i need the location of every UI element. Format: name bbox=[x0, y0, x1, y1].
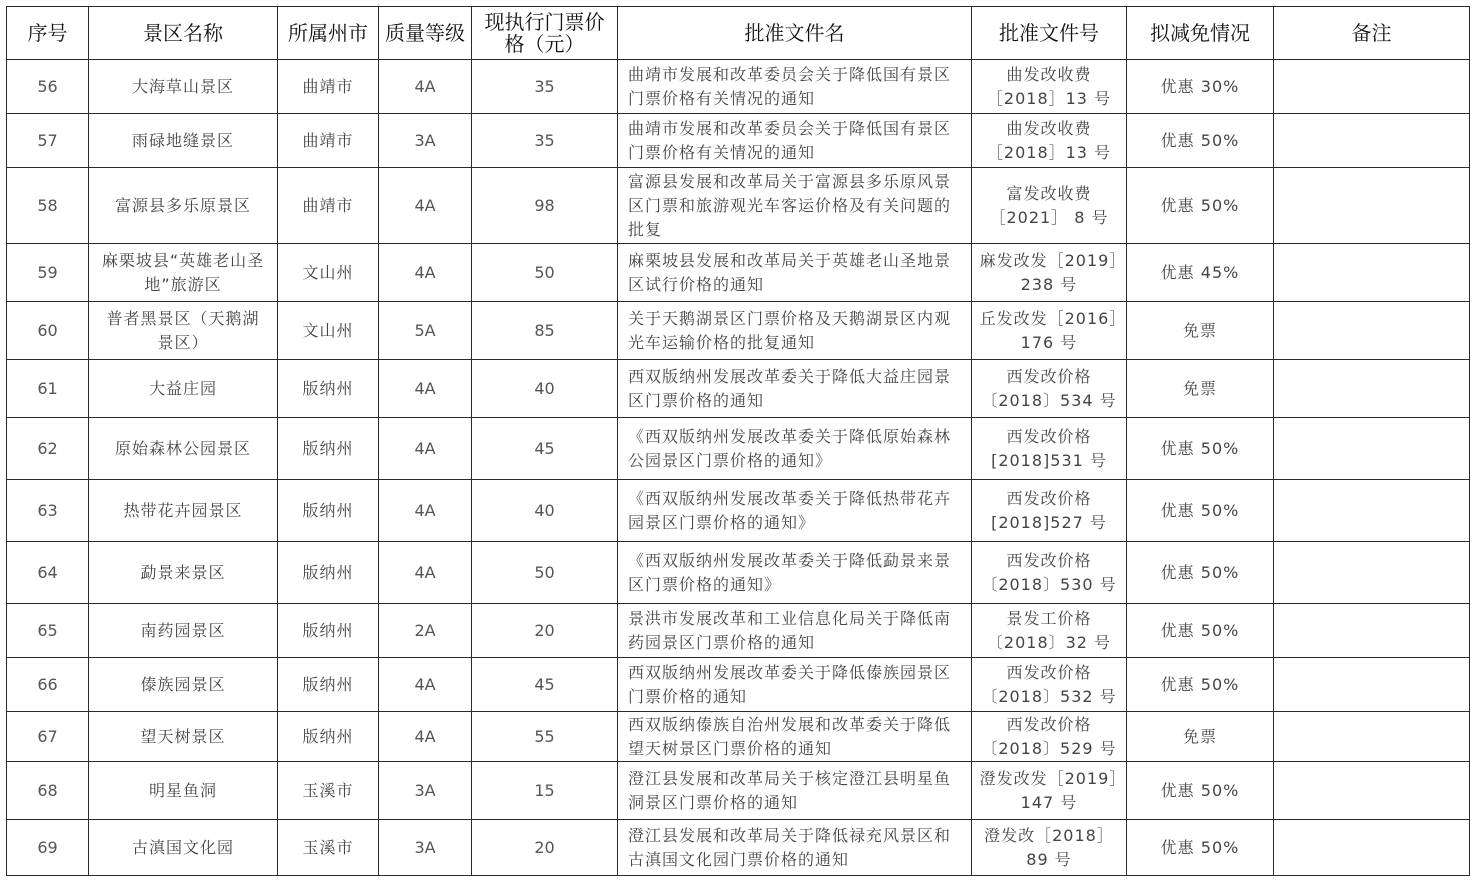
cell-note bbox=[1274, 542, 1470, 604]
cell-name: 勐景来景区 bbox=[89, 542, 278, 604]
cell-relief: 优惠 50% bbox=[1127, 820, 1274, 876]
cell-doc: 西双版纳傣族自治州发展和改革委关于降低望天树景区门票价格的通知 bbox=[618, 712, 972, 762]
cell-grade: 3A bbox=[379, 114, 472, 168]
cell-grade: 4A bbox=[379, 244, 472, 302]
cell-doc-no: 西发改价格〔2018〕532 号 bbox=[972, 658, 1127, 712]
cell-city: 版纳州 bbox=[278, 418, 379, 480]
cell-doc-no: 西发改价格〔2018〕530 号 bbox=[972, 542, 1127, 604]
cell-grade: 4A bbox=[379, 418, 472, 480]
cell-name: 雨碌地缝景区 bbox=[89, 114, 278, 168]
cell-doc: 《西双版纳州发展改革委关于降低热带花卉园景区门票价格的通知》 bbox=[618, 480, 972, 542]
cell-relief: 优惠 50% bbox=[1127, 114, 1274, 168]
cell-grade: 4A bbox=[379, 360, 472, 418]
cell-note bbox=[1274, 302, 1470, 360]
cell-doc: 澄江县发展和改革局关于核定澄江县明星鱼洞景区门票价格的通知 bbox=[618, 762, 972, 820]
header-cell: 所属州市 bbox=[278, 7, 379, 60]
cell-relief: 优惠 30% bbox=[1127, 60, 1274, 114]
table-row bbox=[7, 712, 1470, 762]
cell-no: 66 bbox=[7, 658, 89, 712]
cell-doc: 景洪市发展改革和工业信息化局关于降低南药园景区门票价格的通知 bbox=[618, 604, 972, 658]
cell-price: 35 bbox=[472, 60, 618, 114]
cell-price: 85 bbox=[472, 302, 618, 360]
cell-city: 版纳州 bbox=[278, 658, 379, 712]
cell-grade: 3A bbox=[379, 762, 472, 820]
cell-doc-no: 西发改价格〔2018〕529 号 bbox=[972, 712, 1127, 762]
table-row bbox=[7, 60, 1470, 114]
cell-name: 原始森林公园景区 bbox=[89, 418, 278, 480]
cell-doc-no: 西发改价格[2018]531 号 bbox=[972, 418, 1127, 480]
cell-no: 62 bbox=[7, 418, 89, 480]
header-cell: 现执行门票价格（元） bbox=[472, 7, 618, 60]
cell-city: 曲靖市 bbox=[278, 60, 379, 114]
cell-no: 69 bbox=[7, 820, 89, 876]
cell-no: 64 bbox=[7, 542, 89, 604]
cell-name: 富源县多乐原景区 bbox=[89, 168, 278, 244]
table-row bbox=[7, 244, 1470, 302]
cell-grade: 3A bbox=[379, 820, 472, 876]
cell-no: 67 bbox=[7, 712, 89, 762]
cell-no: 57 bbox=[7, 114, 89, 168]
cell-relief: 优惠 50% bbox=[1127, 542, 1274, 604]
cell-note bbox=[1274, 604, 1470, 658]
cell-price: 20 bbox=[472, 604, 618, 658]
cell-no: 61 bbox=[7, 360, 89, 418]
cell-doc: 西双版纳州发展改革委关于降低大益庄园景区门票价格的通知 bbox=[618, 360, 972, 418]
cell-price: 40 bbox=[472, 360, 618, 418]
cell-doc: 《西双版纳州发展改革委关于降低原始森林公园景区门票价格的通知》 bbox=[618, 418, 972, 480]
cell-no: 68 bbox=[7, 762, 89, 820]
cell-price: 45 bbox=[472, 418, 618, 480]
cell-relief: 优惠 50% bbox=[1127, 480, 1274, 542]
table-row bbox=[7, 820, 1470, 876]
cell-grade: 4A bbox=[379, 60, 472, 114]
cell-name: 古滇国文化园 bbox=[89, 820, 278, 876]
cell-name: 明星鱼洞 bbox=[89, 762, 278, 820]
cell-note bbox=[1274, 114, 1470, 168]
cell-doc-no: 富发改收费［2021］ 8 号 bbox=[972, 168, 1127, 244]
header-cell: 景区名称 bbox=[89, 7, 278, 60]
header-cell: 拟减免情况 bbox=[1127, 7, 1274, 60]
cell-city: 文山州 bbox=[278, 302, 379, 360]
cell-no: 63 bbox=[7, 480, 89, 542]
cell-doc-no: 西发改价格[2018]527 号 bbox=[972, 480, 1127, 542]
cell-doc: 富源县发展和改革局关于富源县多乐原风景区门票和旅游观光车客运价格及有关问题的批复 bbox=[618, 168, 972, 244]
cell-relief: 免票 bbox=[1127, 360, 1274, 418]
cell-no: 65 bbox=[7, 604, 89, 658]
cell-price: 15 bbox=[472, 762, 618, 820]
cell-doc-no: 澄发改发［2019］147 号 bbox=[972, 762, 1127, 820]
cell-doc-no: 曲发改收费［2018］13 号 bbox=[972, 60, 1127, 114]
header-cell: 质量等级 bbox=[379, 7, 472, 60]
cell-price: 50 bbox=[472, 542, 618, 604]
cell-price: 20 bbox=[472, 820, 618, 876]
cell-city: 曲靖市 bbox=[278, 168, 379, 244]
cell-city: 版纳州 bbox=[278, 480, 379, 542]
cell-relief: 优惠 50% bbox=[1127, 604, 1274, 658]
cell-relief: 优惠 50% bbox=[1127, 168, 1274, 244]
cell-no: 58 bbox=[7, 168, 89, 244]
cell-grade: 4A bbox=[379, 480, 472, 542]
cell-doc: 曲靖市发展和改革委员会关于降低国有景区门票价格有关情况的通知 bbox=[618, 60, 972, 114]
table-row bbox=[7, 480, 1470, 542]
cell-city: 文山州 bbox=[278, 244, 379, 302]
header-cell: 批准文件名 bbox=[618, 7, 972, 60]
cell-city: 玉溪市 bbox=[278, 820, 379, 876]
cell-note bbox=[1274, 168, 1470, 244]
cell-name: 大益庄园 bbox=[89, 360, 278, 418]
cell-note bbox=[1274, 712, 1470, 762]
cell-note bbox=[1274, 360, 1470, 418]
table-row bbox=[7, 302, 1470, 360]
cell-doc-no: 曲发改收费［2018］13 号 bbox=[972, 114, 1127, 168]
table-row bbox=[7, 542, 1470, 604]
table-row bbox=[7, 418, 1470, 480]
cell-doc: 麻栗坡县发展和改革局关于英雄老山圣地景区试行价格的通知 bbox=[618, 244, 972, 302]
cell-grade: 5A bbox=[379, 302, 472, 360]
cell-doc: 澄江县发展和改革局关于降低禄充风景区和古滇国文化园门票价格的通知 bbox=[618, 820, 972, 876]
cell-grade: 4A bbox=[379, 712, 472, 762]
cell-no: 56 bbox=[7, 60, 89, 114]
cell-no: 60 bbox=[7, 302, 89, 360]
cell-relief: 优惠 50% bbox=[1127, 762, 1274, 820]
cell-name: 望天树景区 bbox=[89, 712, 278, 762]
cell-relief: 免票 bbox=[1127, 302, 1274, 360]
table-row bbox=[7, 658, 1470, 712]
cell-name: 大海草山景区 bbox=[89, 60, 278, 114]
cell-city: 版纳州 bbox=[278, 712, 379, 762]
table-row bbox=[7, 168, 1470, 244]
table-row bbox=[7, 360, 1470, 418]
cell-note bbox=[1274, 762, 1470, 820]
cell-relief: 优惠 45% bbox=[1127, 244, 1274, 302]
cell-name: 热带花卉园景区 bbox=[89, 480, 278, 542]
cell-doc-no: 景发工价格〔2018〕32 号 bbox=[972, 604, 1127, 658]
header-cell: 备注 bbox=[1274, 7, 1470, 60]
cell-price: 40 bbox=[472, 480, 618, 542]
cell-name: 普者黑景区（天鹅湖景区） bbox=[89, 302, 278, 360]
cell-price: 45 bbox=[472, 658, 618, 712]
cell-note bbox=[1274, 244, 1470, 302]
table-row bbox=[7, 762, 1470, 820]
table-row bbox=[7, 604, 1470, 658]
table-row bbox=[7, 114, 1470, 168]
cell-doc-no: 西发改价格〔2018〕534 号 bbox=[972, 360, 1127, 418]
cell-price: 55 bbox=[472, 712, 618, 762]
cell-grade: 4A bbox=[379, 658, 472, 712]
cell-name: 南药园景区 bbox=[89, 604, 278, 658]
cell-grade: 4A bbox=[379, 168, 472, 244]
cell-city: 玉溪市 bbox=[278, 762, 379, 820]
cell-price: 98 bbox=[472, 168, 618, 244]
cell-city: 曲靖市 bbox=[278, 114, 379, 168]
cell-note bbox=[1274, 418, 1470, 480]
cell-grade: 4A bbox=[379, 542, 472, 604]
cell-note bbox=[1274, 820, 1470, 876]
cell-relief: 优惠 50% bbox=[1127, 418, 1274, 480]
cell-doc: 曲靖市发展和改革委员会关于降低国有景区门票价格有关情况的通知 bbox=[618, 114, 972, 168]
cell-name: 麻栗坡县“英雄老山圣地”旅游区 bbox=[89, 244, 278, 302]
cell-grade: 2A bbox=[379, 604, 472, 658]
cell-doc-no: 澄发改［2018］89 号 bbox=[972, 820, 1127, 876]
cell-city: 版纳州 bbox=[278, 360, 379, 418]
cell-doc: 西双版纳州发展改革委关于降低傣族园景区门票价格的通知 bbox=[618, 658, 972, 712]
header-cell: 序号 bbox=[7, 7, 89, 60]
cell-city: 版纳州 bbox=[278, 604, 379, 658]
cell-note bbox=[1274, 658, 1470, 712]
header-row bbox=[7, 7, 1470, 60]
cell-relief: 优惠 50% bbox=[1127, 658, 1274, 712]
header-cell: 批准文件号 bbox=[972, 7, 1127, 60]
cell-name: 傣族园景区 bbox=[89, 658, 278, 712]
cell-price: 50 bbox=[472, 244, 618, 302]
cell-price: 35 bbox=[472, 114, 618, 168]
cell-doc: 《西双版纳州发展改革委关于降低勐景来景区门票价格的通知》 bbox=[618, 542, 972, 604]
cell-relief: 免票 bbox=[1127, 712, 1274, 762]
cell-doc-no: 丘发改发［2016］176 号 bbox=[972, 302, 1127, 360]
scenic-ticket-price-table bbox=[6, 6, 1470, 876]
cell-doc: 关于天鹅湖景区门票价格及天鹅湖景区内观光车运输价格的批复通知 bbox=[618, 302, 972, 360]
cell-note bbox=[1274, 60, 1470, 114]
cell-city: 版纳州 bbox=[278, 542, 379, 604]
cell-note bbox=[1274, 480, 1470, 542]
cell-doc-no: 麻发改发［2019］238 号 bbox=[972, 244, 1127, 302]
cell-no: 59 bbox=[7, 244, 89, 302]
